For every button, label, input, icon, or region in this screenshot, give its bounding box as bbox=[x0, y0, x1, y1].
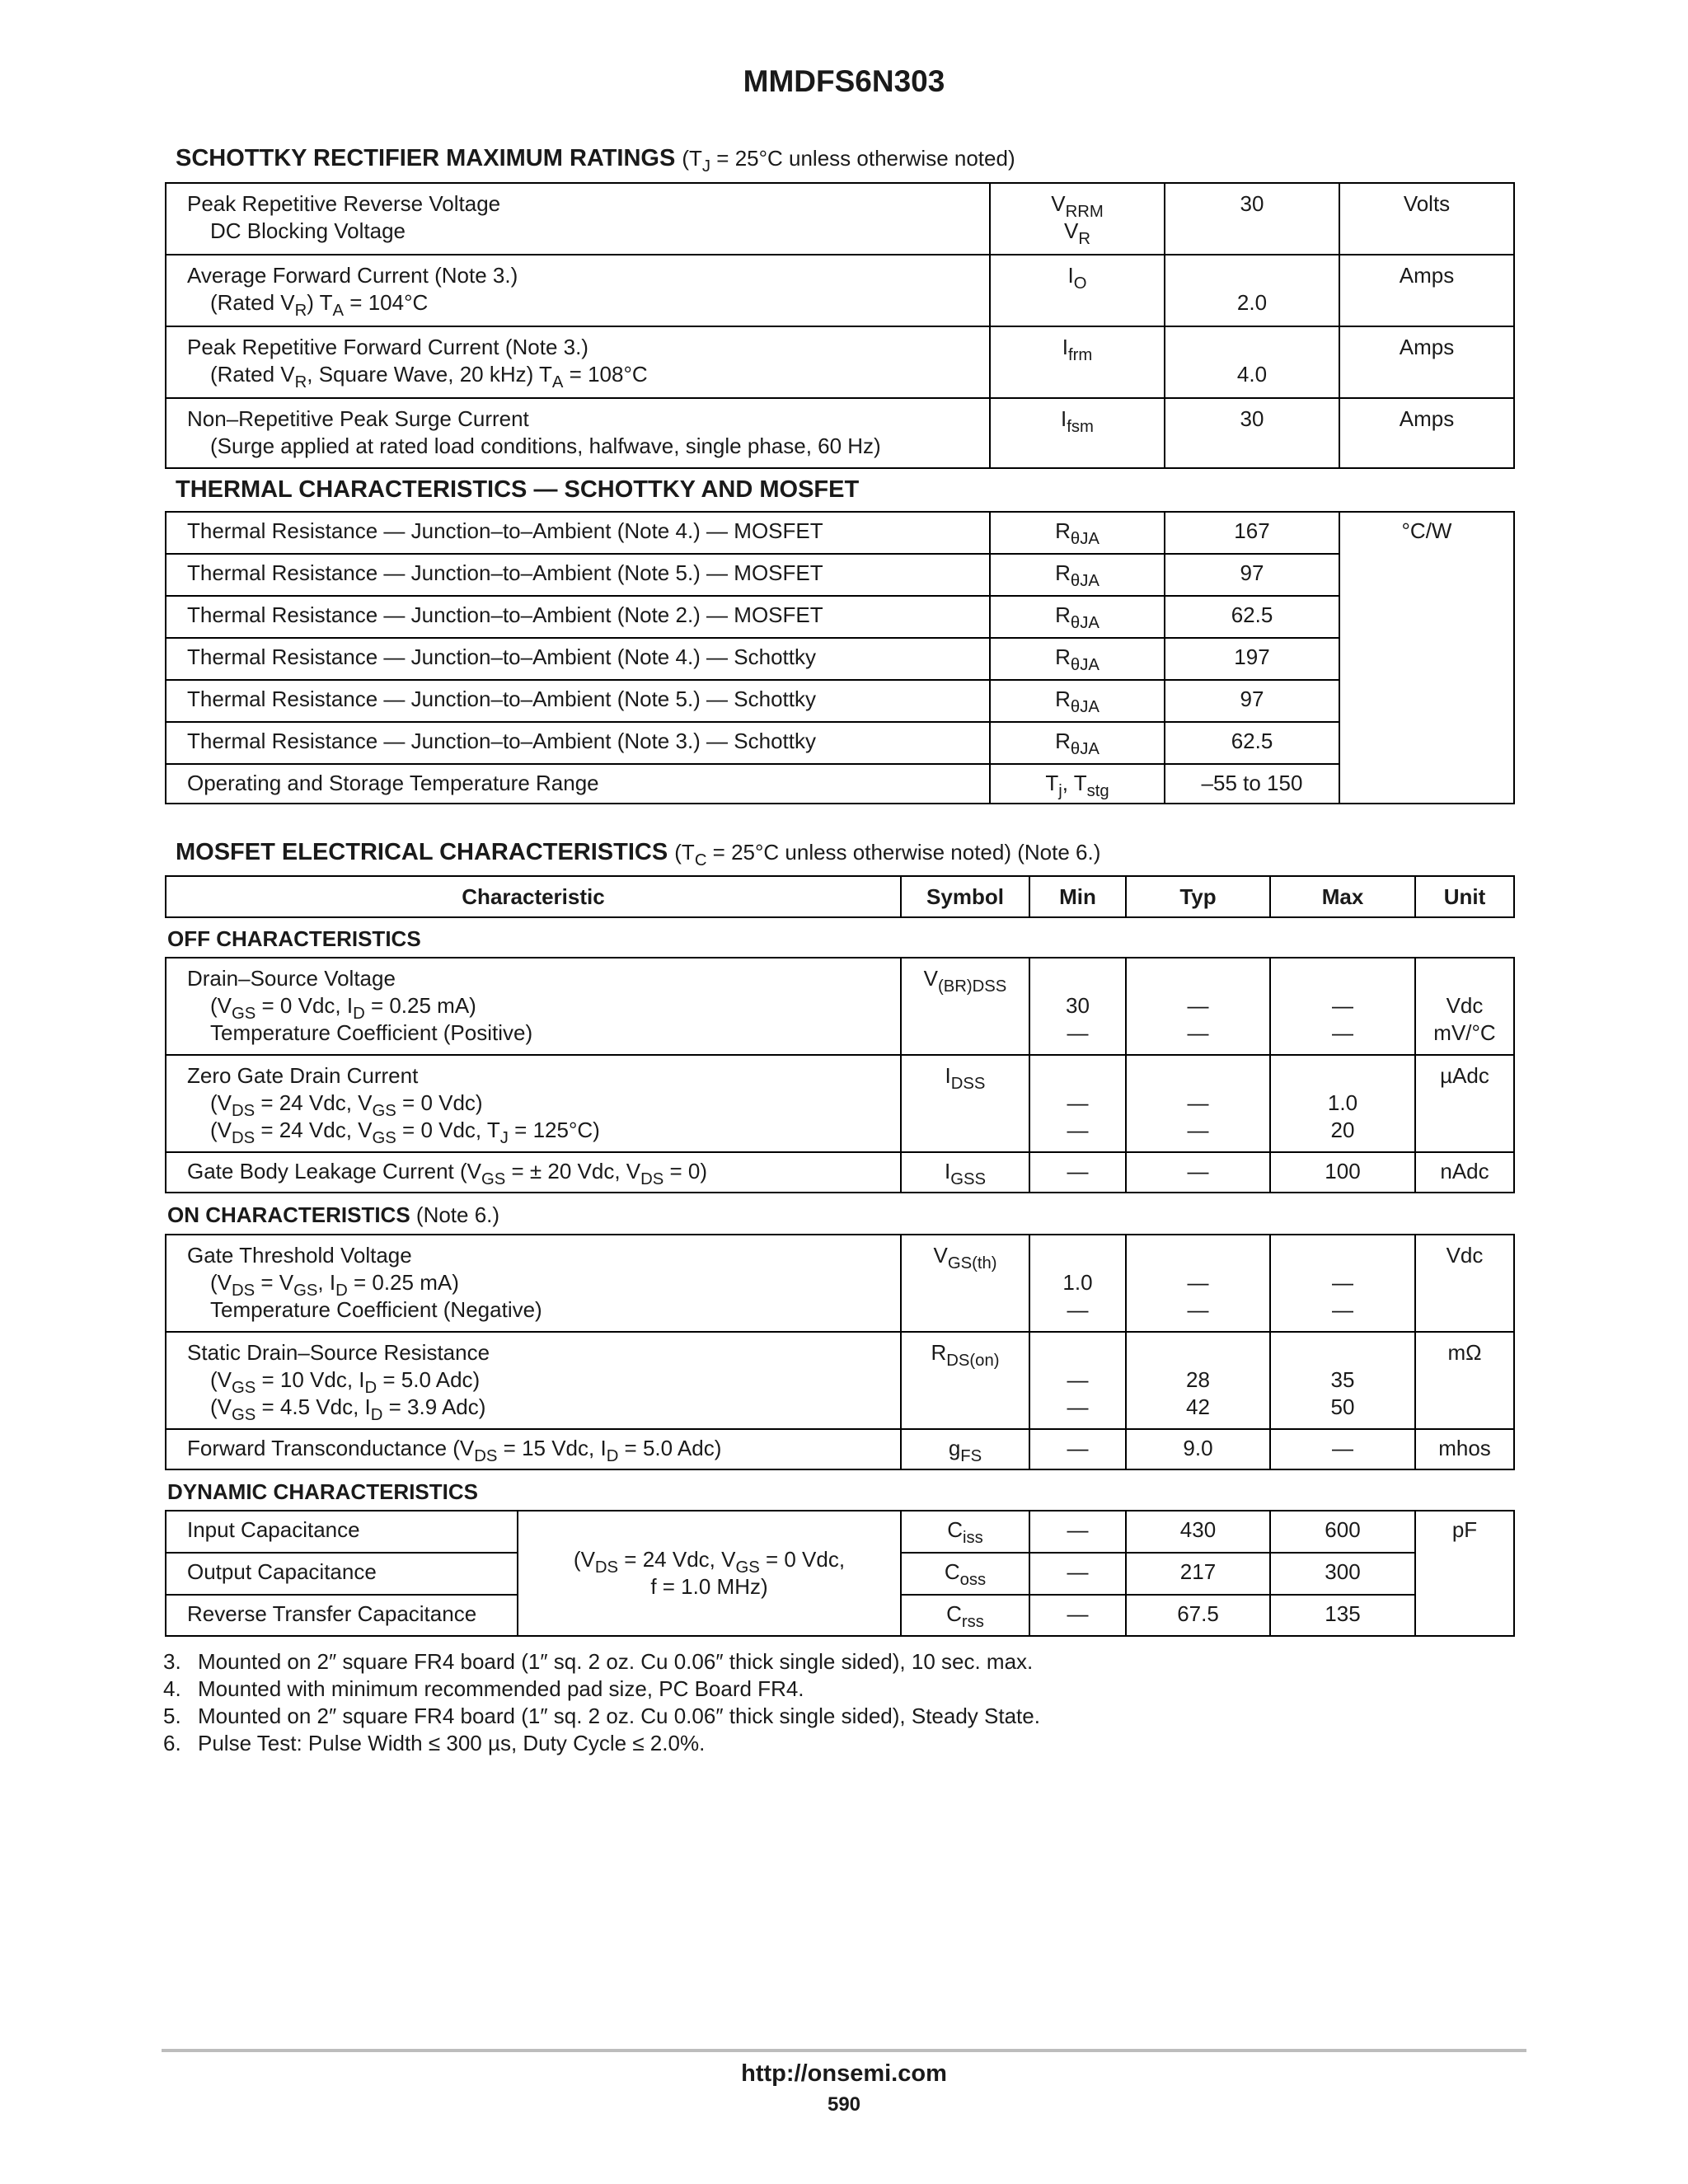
table-row: Average Forward Current (Note 3.) (Rated $V_R$) $T_A = 104^\circ C$ $I_O$ 2.0 Amps bbox=[166, 255, 1514, 326]
col-symbol: Symbol bbox=[901, 876, 1029, 917]
on-characteristics-table bbox=[165, 1234, 1515, 1470]
footer-divider bbox=[162, 2049, 1526, 2052]
table-row: Output Capacitance $C_{oss}$ — 217 300 bbox=[166, 1553, 1514, 1595]
footnote: 5. Mounted on 2″ square FR4 board (1″ sq. 2 oz. Cu 0.06″ thick single sided), Steady State. bbox=[163, 1704, 1040, 1728]
dynamic-characteristics-heading: DYNAMIC CHARACTERISTICS bbox=[167, 1479, 478, 1504]
table-row: Thermal Resistance — Junction–to–Ambient (Note 3.) — Schottky $R_{\theta JA}$ 62.5 bbox=[166, 722, 1514, 764]
col-max: Max bbox=[1270, 876, 1415, 917]
table-row: Gate Body Leakage Current ($V_{GS}$ = ± 20 Vdc, $V_{DS} = 0$) $I_{GSS}$ — — 100 nAdc bbox=[166, 1152, 1514, 1193]
col-characteristic: Characteristic bbox=[166, 876, 901, 917]
schottky-section-title: SCHOTTKY RECTIFIER MAXIMUM RATINGS ($T_J = 25^\circ C$ unless otherwise noted) bbox=[176, 145, 1015, 176]
table-row: Thermal Resistance — Junction–to–Ambient (Note 2.) — MOSFET $R_{\theta JA}$ 62.5 bbox=[166, 596, 1514, 638]
thermal-table bbox=[165, 511, 1515, 804]
table-row: Peak Repetitive Reverse Voltage DC Blocking Voltage $V_{RRM}$ $V_R$ 30 Volts bbox=[166, 183, 1514, 255]
table-row: Drain–Source Voltage ($V_{GS} = 0$ Vdc, $I_D = 0.25$ mA) Temperature Coefficient (Positive) $V_{(BR)DSS}$ 30 — — — — — Vdc mV/°C bbox=[166, 958, 1514, 1055]
page-title: MMDFS6N303 bbox=[743, 64, 945, 98]
table-row: Gate Threshold Voltage ($V_{DS} = V_{GS}$, $I_D = 0.25$ mA) Temperature Coefficient (Negative) $V_{GS(th)}$ 1.0 — — — — — Vdc bbox=[166, 1235, 1514, 1332]
on-characteristics-heading: ON CHARACTERISTICS (Note 6.) bbox=[167, 1202, 500, 1227]
col-typ: Typ bbox=[1126, 876, 1270, 917]
footnote: 3. Mounted on 2″ square FR4 board (1″ sq. 2 oz. Cu 0.06″ thick single sided), 10 sec. max. bbox=[163, 1649, 1034, 1674]
dynamic-unit: pF bbox=[1415, 1511, 1514, 1636]
footnote: 4. Mounted with minimum recommended pad size, PC Board FR4. bbox=[163, 1676, 804, 1701]
table-row: Forward Transconductance ($V_{DS} = 15$ Vdc, $I_D = 5.0$ Adc) $g_{FS}$ — 9.0 — mhos bbox=[166, 1429, 1514, 1469]
thermal-unit: °C/W bbox=[1339, 512, 1514, 804]
table-row: Input Capacitance ($V_{DS} = 24$ Vdc, $V_{GS} = 0$ Vdc, f = 1.0 MHz) $C_{iss}$ — 430 600 pF bbox=[166, 1511, 1514, 1553]
off-characteristics-table bbox=[165, 957, 1515, 1193]
col-min: Min bbox=[1029, 876, 1126, 917]
schottky-ratings-table bbox=[165, 182, 1515, 469]
dynamic-characteristics-table bbox=[165, 1510, 1515, 1637]
table-row: Thermal Resistance — Junction–to–Ambient (Note 4.) — Schottky $R_{\theta JA}$ 197 bbox=[166, 638, 1514, 680]
table-header-row bbox=[166, 876, 1514, 917]
table-row: Thermal Resistance — Junction–to–Ambient (Note 5.) — Schottky $R_{\theta JA}$ 97 bbox=[166, 680, 1514, 722]
footer-url-link[interactable]: http://onsemi.com bbox=[741, 2060, 947, 2087]
table-row: Operating and Storage Temperature Range $T_j$, $T_{stg}$ –55 to 150 bbox=[166, 764, 1514, 804]
table-row: Static Drain–Source Resistance ($V_{GS} = 10$ Vdc, $I_D = 5.0$ Adc) ($V_{GS} = 4.5$ Vdc, $I_D = 3.9$ Adc) $R_{DS(on)}$ — — 28 42 35 50 mΩ bbox=[166, 1332, 1514, 1429]
mosfet-header-table bbox=[165, 875, 1515, 918]
table-row: Zero Gate Drain Current ($V_{DS} = 24$ Vdc, $V_{GS} = 0$ Vdc) ($V_{DS} = 24$ Vdc, $V_{GS} = 0$ Vdc, $T_J = 125^\circ C$) $I_{DSS}$ — — — — 1.0 20 µAdc bbox=[166, 1055, 1514, 1152]
mosfet-section-title: MOSFET ELECTRICAL CHARACTERISTICS ($T_C = 25^\circ C$ unless otherwise noted) (Note 6.) bbox=[176, 839, 1101, 870]
table-row: Thermal Resistance — Junction–to–Ambient (Note 4.) — MOSFET $R_{\theta JA}$ 167 °C/W bbox=[166, 512, 1514, 554]
footnote: 6. Pulse Test: Pulse Width ≤ 300 µs, Duty Cycle ≤ 2.0%. bbox=[163, 1731, 706, 1755]
table-row: Reverse Transfer Capacitance $C_{rss}$ — 67.5 135 bbox=[166, 1595, 1514, 1636]
table-row: Peak Repetitive Forward Current (Note 3.) (Rated $V_R$, Square Wave, 20 kHz) $T_A = 108^\circ C$ $I_{frm}$ 4.0 Amps bbox=[166, 326, 1514, 398]
table-row: Thermal Resistance — Junction–to–Ambient (Note 5.) — MOSFET $R_{\theta JA}$ 97 bbox=[166, 554, 1514, 596]
col-unit: Unit bbox=[1415, 876, 1514, 917]
table-row: Non–Repetitive Peak Surge Current (Surge applied at rated load conditions, halfwave, single phase, 60 Hz) $I_{fsm}$ 30 Amps bbox=[166, 398, 1514, 468]
footnotes bbox=[163, 1648, 1040, 1757]
off-characteristics-heading: OFF CHARACTERISTICS bbox=[167, 926, 421, 951]
dynamic-test-conditions: ($V_{DS} = 24$ Vdc, $V_{GS} = 0$ Vdc, f = 1.0 MHz) bbox=[518, 1511, 901, 1636]
page-number: 590 bbox=[827, 2093, 861, 2116]
thermal-section-title: THERMAL CHARACTERISTICS — SCHOTTKY AND MOSFET bbox=[176, 476, 860, 503]
